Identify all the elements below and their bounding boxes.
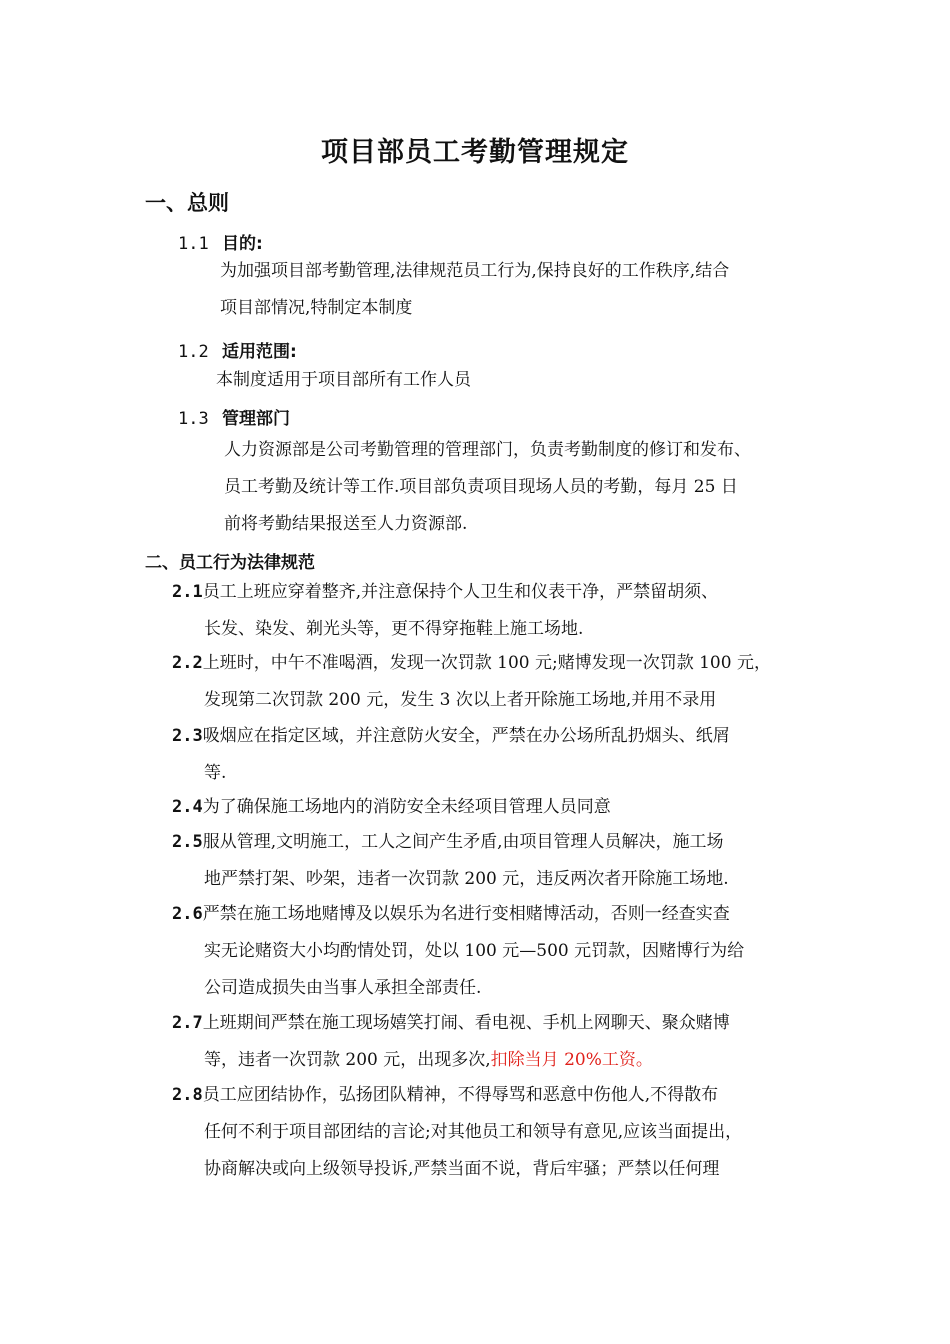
rule-item xyxy=(172,645,771,710)
rule-text: 上班时，中午不准喝酒，发现一次罚款 100 元;赌博发现一次罚款 100 元， xyxy=(202,653,771,673)
rule-text: 严禁在施工场地赌博及以娱乐为名进行变相赌博活动，否则一经查实查 xyxy=(202,904,730,924)
rule-continuation xyxy=(204,682,716,719)
rule-text: 服从管理,文明施工，工人之间产生矛盾,由项目管理人员解决，施工场 xyxy=(202,832,724,852)
paragraph-line: 为加强项目部考勤管理,法律规范员工行为,保持良好的工作秩序,结合 xyxy=(220,261,730,281)
page-title: 项目部员工考勤管理规定 xyxy=(321,137,629,168)
paragraph-purpose xyxy=(220,253,729,327)
rule-number: 2.2 xyxy=(172,653,203,673)
rule-continuation xyxy=(204,1114,742,1188)
rule-item xyxy=(172,824,729,889)
rule-line: 协商解决或向上级领导投诉,严禁当面不说，背后牢骚；严禁以任何理 xyxy=(204,1159,720,1179)
rule-item xyxy=(172,789,611,826)
rule-continuation xyxy=(204,611,583,648)
rule-line: 等. xyxy=(204,763,227,783)
rule-line: 长发、染发、剃光头等，更不得穿拖鞋上施工场地. xyxy=(204,619,584,639)
rule-continuation xyxy=(204,1042,653,1079)
rule-text: 上班期间严禁在施工现场嬉笑打闹、看电视、手机上网聊天、聚众赌博 xyxy=(202,1013,730,1033)
subsection-purpose xyxy=(178,229,263,254)
subsection-number: 1.3 xyxy=(178,409,209,429)
paragraph-line: 本制度适用于项目部所有工作人员 xyxy=(216,370,471,390)
rule-number: 2.7 xyxy=(172,1013,203,1033)
rule-text: 为了确保施工场地内的消防安全未经项目管理人员同意 xyxy=(202,797,611,817)
paragraph-line: 前将考勤结果报送至人力资源部. xyxy=(224,514,468,534)
rule-text: 吸烟应在指定区域，并注意防火安全，严禁在办公场所乱扔烟头、纸屑 xyxy=(202,726,730,746)
paragraph-scope xyxy=(216,362,471,399)
rule-line xyxy=(204,1042,653,1079)
rule-item xyxy=(172,574,719,639)
subsection-number: 1.2 xyxy=(178,342,209,362)
rule-line: 地严禁打架、吵架，违者一次罚款 200 元，违反两次者开除施工场地. xyxy=(204,869,729,889)
rule-line: 实无论赌资大小均酌情处罚，处以 100 元—500 元罚款，因赌博行为给 xyxy=(204,941,745,961)
rule-item xyxy=(172,718,730,783)
subsection-label: 目的: xyxy=(222,234,263,254)
subsection-label: 管理部门 xyxy=(222,409,290,429)
section-heading-general: 一、总则 xyxy=(145,191,229,215)
rule-line-text: 等，违者一次罚款 200 元，出现多次, xyxy=(204,1050,491,1070)
rule-item xyxy=(172,896,745,998)
section-heading-conduct: 二、员工行为法律规范 xyxy=(145,553,315,573)
rule-continuation xyxy=(204,755,226,792)
rule-number: 2.1 xyxy=(172,582,203,602)
rule-item xyxy=(172,1005,730,1070)
rule-number: 2.6 xyxy=(172,904,203,924)
rule-number: 2.3 xyxy=(172,726,203,746)
paragraph-line: 员工考勤及统计等工作.项目部负责项目现场人员的考勤，每月 25 日 xyxy=(224,477,738,497)
highlighted-penalty: 扣除当月 20%工资。 xyxy=(490,1050,653,1070)
paragraph-department xyxy=(224,432,751,543)
rule-continuation xyxy=(204,933,744,1007)
rule-line: 任何不利于项目部团结的言论;对其他员工和领导有意见,应该当面提出， xyxy=(204,1122,743,1142)
rule-continuation xyxy=(204,861,729,898)
paragraph-line: 项目部情况,特制定本制度 xyxy=(220,298,413,318)
subsection-department xyxy=(178,404,290,429)
rule-line: 公司造成损失由当事人承担全部责任. xyxy=(204,978,482,998)
rule-number: 2.8 xyxy=(172,1085,203,1105)
subsection-number: 1.1 xyxy=(178,234,209,254)
rule-text: 员工应团结协作，弘扬团队精神，不得辱骂和恶意中伤他人,不得散布 xyxy=(202,1085,719,1105)
subsection-label: 适用范围: xyxy=(222,342,297,362)
rule-item xyxy=(172,1077,743,1179)
rule-line: 发现第二次罚款 200 元，发生 3 次以上者开除施工场地,并用不录用 xyxy=(204,690,717,710)
rule-number: 2.4 xyxy=(172,797,203,817)
rule-text: 员工上班应穿着整齐,并注意保持个人卫生和仪表干净，严禁留胡须、 xyxy=(202,582,719,602)
subsection-scope xyxy=(178,337,297,362)
paragraph-line: 人力资源部是公司考勤管理的管理部门，负责考勤制度的修订和发布、 xyxy=(224,440,751,460)
rule-number: 2.5 xyxy=(172,832,203,852)
